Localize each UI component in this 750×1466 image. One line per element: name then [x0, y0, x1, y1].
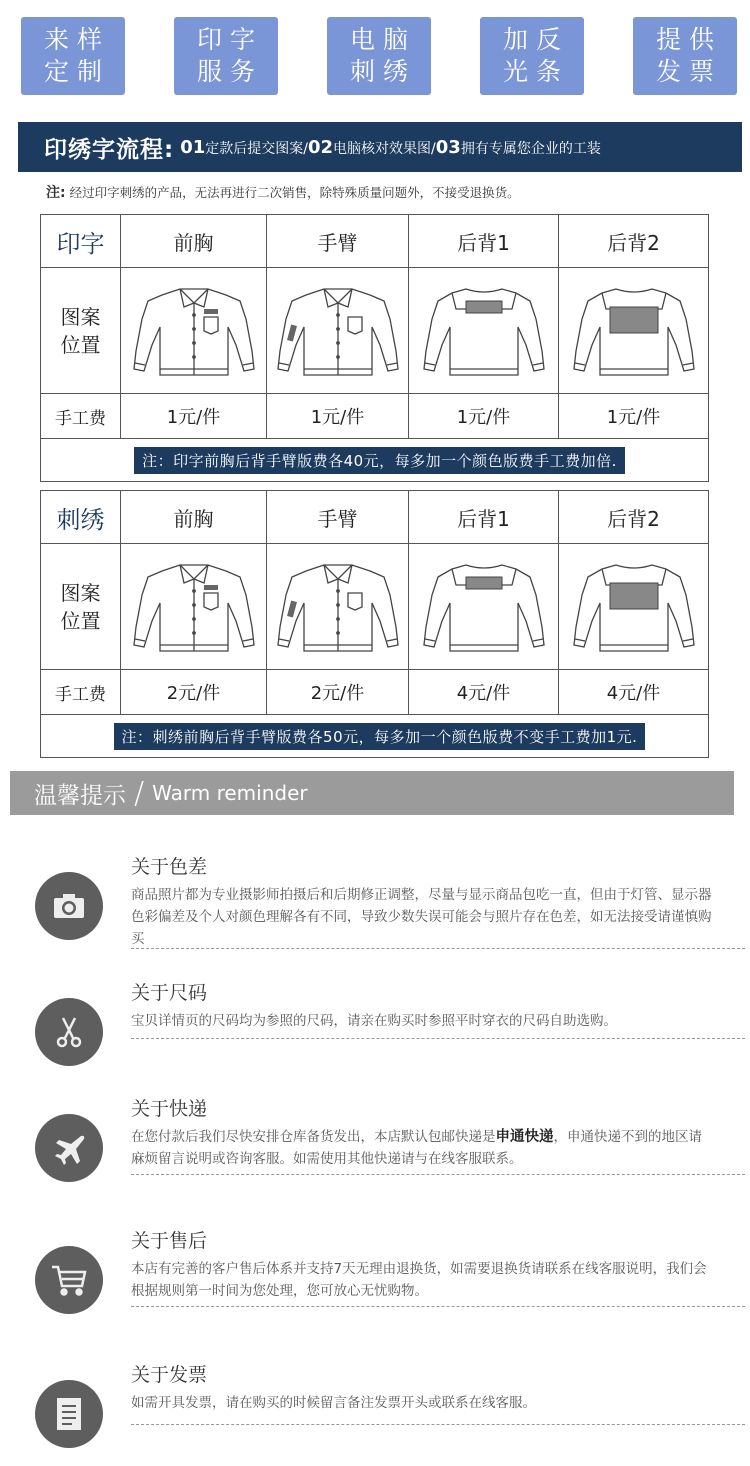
- fee-value: 1元/件: [559, 394, 709, 439]
- banner-steps: 01定款后提交图案/02电脑核对效果图/03拥有专属您企业的工装: [180, 136, 601, 158]
- col-back-1: 后背1: [409, 491, 559, 544]
- jacket-arm-image: [267, 544, 409, 670]
- process-banner: [18, 122, 742, 172]
- tip-after-sales: 关于售后 本店有完善的客户售后体系并支持7天无理由退换货，如需要退换货请联系在线客服说明，我们会根据规则第一时间为您处理，您可放心无忧购物。: [35, 1226, 715, 1308]
- fee-value: 2元/件: [121, 670, 267, 715]
- pattern-position-label: 图案 位置: [41, 268, 121, 394]
- col-front-chest: 前胸: [121, 215, 267, 268]
- cart-icon: [35, 1246, 103, 1314]
- tip-shipping: 关于快递 在您付款后我们尽快安排仓库备货发出，本店默认包邮快递是申通快递，申通快递不到的地区请麻烦留言说明或咨询客服。如需使用其他快递请与在线客服联系。: [35, 1094, 715, 1176]
- jacket-back-2-image: [559, 544, 709, 670]
- fee-value: 1元/件: [121, 394, 267, 439]
- fee-value: 1元/件: [409, 394, 559, 439]
- embroidery-table: [40, 490, 709, 758]
- fee-value: 4元/件: [559, 670, 709, 715]
- col-back-1: 后背1: [409, 215, 559, 268]
- badge-embroidery: 电脑 刺绣: [327, 17, 431, 95]
- scissors-icon: [35, 998, 103, 1066]
- tip-invoice: 关于发票 如需开具发票，请在购买的时候留言备注发票开头或联系在线客服。: [35, 1360, 715, 1430]
- col-back-2: 后背2: [559, 215, 709, 268]
- badge-reflective-strip: 加反 光条: [480, 17, 584, 95]
- resale-note: 注: 经过印字刺绣的产品，无法再进行二次销售，除特殊质量问题外，不接受退换货。: [46, 185, 520, 201]
- service-badges: [0, 17, 750, 95]
- embroidery-fee-note: 注：刺绣前胸后背手臂版费各50元，每多加一个颜色版费不变手工费加1元.: [114, 723, 646, 750]
- jacket-back-1-image: [409, 268, 559, 394]
- warm-reminder-header: 温馨提示 / Warm reminder: [10, 771, 734, 815]
- fee-value: 2元/件: [267, 670, 409, 715]
- pattern-position-label: 图案 位置: [41, 544, 121, 670]
- tip-color-difference: 关于色差 商品照片都为专业摄影师拍摄后和后期修正调整，尽量与显示商品包吃一直，但由于灯管、显示器色彩偏差及个人对颜色理解各有不同，导致少数失误可能会与照片存在色差，如无法接受请谨慎购买: [35, 852, 715, 952]
- print-title: 印字: [41, 215, 121, 268]
- fee-value: 1元/件: [267, 394, 409, 439]
- banner-title: 印绣字流程:: [44, 136, 175, 163]
- fee-value: 4元/件: [409, 670, 559, 715]
- jacket-front-chest-image: [121, 544, 267, 670]
- invoice-icon: [35, 1380, 103, 1448]
- col-arm: 手臂: [267, 215, 409, 268]
- jacket-arm-image: [267, 268, 409, 394]
- embroidery-title: 刺绣: [41, 491, 121, 544]
- jacket-back-2-image: [559, 268, 709, 394]
- print-table: [40, 214, 709, 482]
- col-front-chest: 前胸: [121, 491, 267, 544]
- jacket-front-chest-image: [121, 268, 267, 394]
- col-arm: 手臂: [267, 491, 409, 544]
- badge-invoice: 提供 发票: [633, 17, 737, 95]
- fee-label: 手工费: [41, 394, 121, 439]
- fee-label: 手工费: [41, 670, 121, 715]
- badge-custom-sample: 来样 定制: [21, 17, 125, 95]
- col-back-2: 后背2: [559, 491, 709, 544]
- airplane-icon: [35, 1114, 103, 1182]
- print-fee-note: 注：印字前胸后背手臂版费各40元，每多加一个颜色版费手工费加倍.: [134, 447, 625, 474]
- tip-size: 关于尺码 宝贝详情页的尺码均为参照的尺码，请亲在购买时参照平时穿衣的尺码自助选购。: [35, 978, 715, 1048]
- jacket-back-1-image: [409, 544, 559, 670]
- camera-icon: [35, 872, 103, 940]
- badge-print-service: 印字 服务: [174, 17, 278, 95]
